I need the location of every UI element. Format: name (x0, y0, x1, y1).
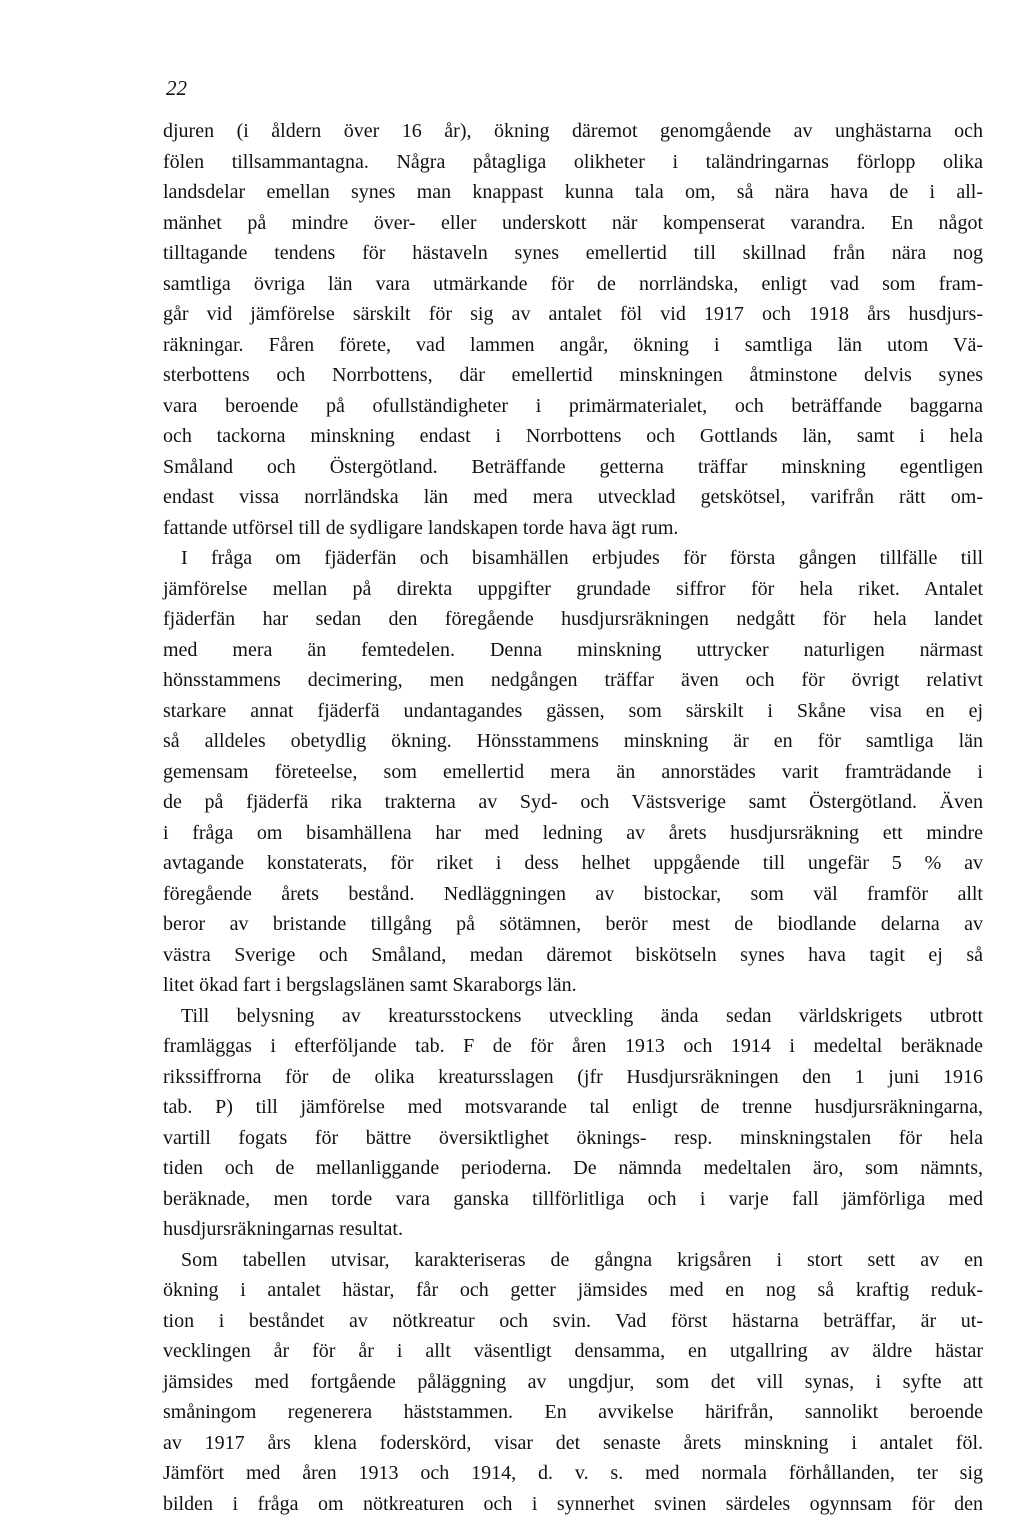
text-line: Småland och Östergötland. Beträffande getterna träffar minskning egentligen (163, 452, 983, 483)
text-line: fattande utförsel till de sydligare landskapen torde hava ägt rum. (163, 513, 983, 544)
text-line: fjäderfän har sedan den föregående husdjursräkningen nedgått för hela landet (163, 604, 983, 635)
text-line: rikssiffrorna för de olika kreatursslagen (jfr Husdjursräkningen den 1 juni 1916 (163, 1062, 983, 1093)
text-line: litet ökad fart i bergslagslänen samt Skaraborgs län. (163, 970, 983, 1001)
text-line: tion i beståndet av nötkreatur och svin. Vad först hästarna beträffar, är ut- (163, 1306, 983, 1337)
text-line: går vid jämförelse särskilt för sig av antalet föl vid 1917 och 1918 års husdjurs- (163, 299, 983, 330)
text-line: tilltagande tendens för hästaveln synes emellertid till skillnad från nära nog (163, 238, 983, 269)
text-line: beror av bristande tillgång på sötämnen, berör mest de biodlande delarna av (163, 909, 983, 940)
text-line: tab. P) till jämförelse med motsvarande tal enligt de trenne husdjursräkningarna, (163, 1092, 983, 1123)
text-line: sterbottens och Norrbottens, där emellertid minskningen åtminstone delvis synes (163, 360, 983, 391)
text-line: I fråga om fjäderfän och bisamhällen erbjudes för första gången tillfälle till (163, 543, 983, 574)
text-line: Som tabellen utvisar, karakteriseras de gångna krigsåren i stort sett av en (163, 1245, 983, 1276)
text-line: jämförelse mellan på direkta uppgifter grundade siffror för hela riket. Antalet (163, 574, 983, 605)
text-line: tiden och de mellanliggande perioderna. De nämnda medeltalen äro, som nämnts, (163, 1153, 983, 1184)
text-line: djuren (i åldern över 16 år), ökning däremot genomgående av unghästarna och (163, 116, 983, 147)
text-line: endast vissa norrländska län med mera utvecklad getskötsel, varifrån rätt om- (163, 482, 983, 513)
text-line: med mera än femtedelen. Denna minskning uttrycker naturligen närmast (163, 635, 983, 666)
text-line: vara beroende på ofullständigheter i primärmaterialet, och beträffande baggarna (163, 391, 983, 422)
text-line: gemensam företeelse, som emellertid mera än annorstädes varit framträdande i (163, 757, 983, 788)
text-line: starkare annat fjäderfä undantagandes gässen, som särskilt i Skåne visa en ej (163, 696, 983, 727)
text-line: räkningar. Fåren förete, vad lammen angår, ökning i samtliga län utom Vä- (163, 330, 983, 361)
text-line: av 1917 års klena foderskörd, visar det senaste årets minskning i antalet föl. (163, 1428, 983, 1459)
paragraph (163, 543, 983, 1001)
text-line: småningom regenerera häststammen. En avvikelse härifrån, sannolikt beroende (163, 1397, 983, 1428)
text-line: Till belysning av kreatursstockens utveckling ända sedan världskrigets utbrott (163, 1001, 983, 1032)
text-line: ökning i antalet hästar, får och getter jämsides med en nog så kraftig reduk- (163, 1275, 983, 1306)
text-line: vartill fogats för bättre översiktlighet öknings- resp. minskningstalen för hela (163, 1123, 983, 1154)
text-line: de på fjäderfä rika trakterna av Syd- och Västsverige samt Östergötland. Även (163, 787, 983, 818)
text-line: hönsstammens decimering, men nedgången träffar även och för övrigt relativt (163, 665, 983, 696)
text-line: framläggas i efterföljande tab. F de för åren 1913 och 1914 i medeltal beräknade (163, 1031, 983, 1062)
paragraph (163, 1245, 983, 1519)
text-line: husdjursräkningarnas resultat. (163, 1214, 983, 1245)
text-line: vecklingen år för år i allt väsentligt densamma, en utgallring av äldre hästar (163, 1336, 983, 1367)
text-line: föregående årets bestånd. Nedläggningen av bistockar, som väl framför allt (163, 879, 983, 910)
page-number: 22 (166, 76, 187, 101)
paragraph (163, 1001, 983, 1245)
text-line: jämsides med fortgående påläggning av ungdjur, som det vill synas, i syfte att (163, 1367, 983, 1398)
text-line: bilden i fråga om nötkreaturen och i synnerhet svinen särdeles ogynnsam för den (163, 1489, 983, 1519)
text-line: landsdelar emellan synes man knappast kunna tala om, så nära hava de i all- (163, 177, 983, 208)
text-line: beräknade, men torde vara ganska tillförlitliga och i varje fall jämförliga med (163, 1184, 983, 1215)
text-line: samtliga övriga län vara utmärkande för de norrländska, enligt vad som fram- (163, 269, 983, 300)
paragraph (163, 116, 983, 543)
text-line: västra Sverige och Småland, medan däremot biskötseln synes hava tagit ej så (163, 940, 983, 971)
body-text (163, 116, 983, 1519)
text-line: Jämfört med åren 1913 och 1914, d. v. s. med normala förhållanden, ter sig (163, 1458, 983, 1489)
text-line: mänhet på mindre över- eller underskott när kompenserat varandra. En något (163, 208, 983, 239)
text-line: och tackorna minskning endast i Norrbottens och Gottlands län, samt i hela (163, 421, 983, 452)
text-line: i fråga om bisamhällena har med ledning av årets husdjursräkning ett mindre (163, 818, 983, 849)
text-line: så alldeles obetydlig ökning. Hönsstammens minskning är en för samtliga län (163, 726, 983, 757)
text-line: avtagande konstaterats, för riket i dess helhet uppgående till ungefär 5 % av (163, 848, 983, 879)
text-line: fölen tillsammantagna. Några påtagliga olikheter i taländringarnas förlopp olika (163, 147, 983, 178)
